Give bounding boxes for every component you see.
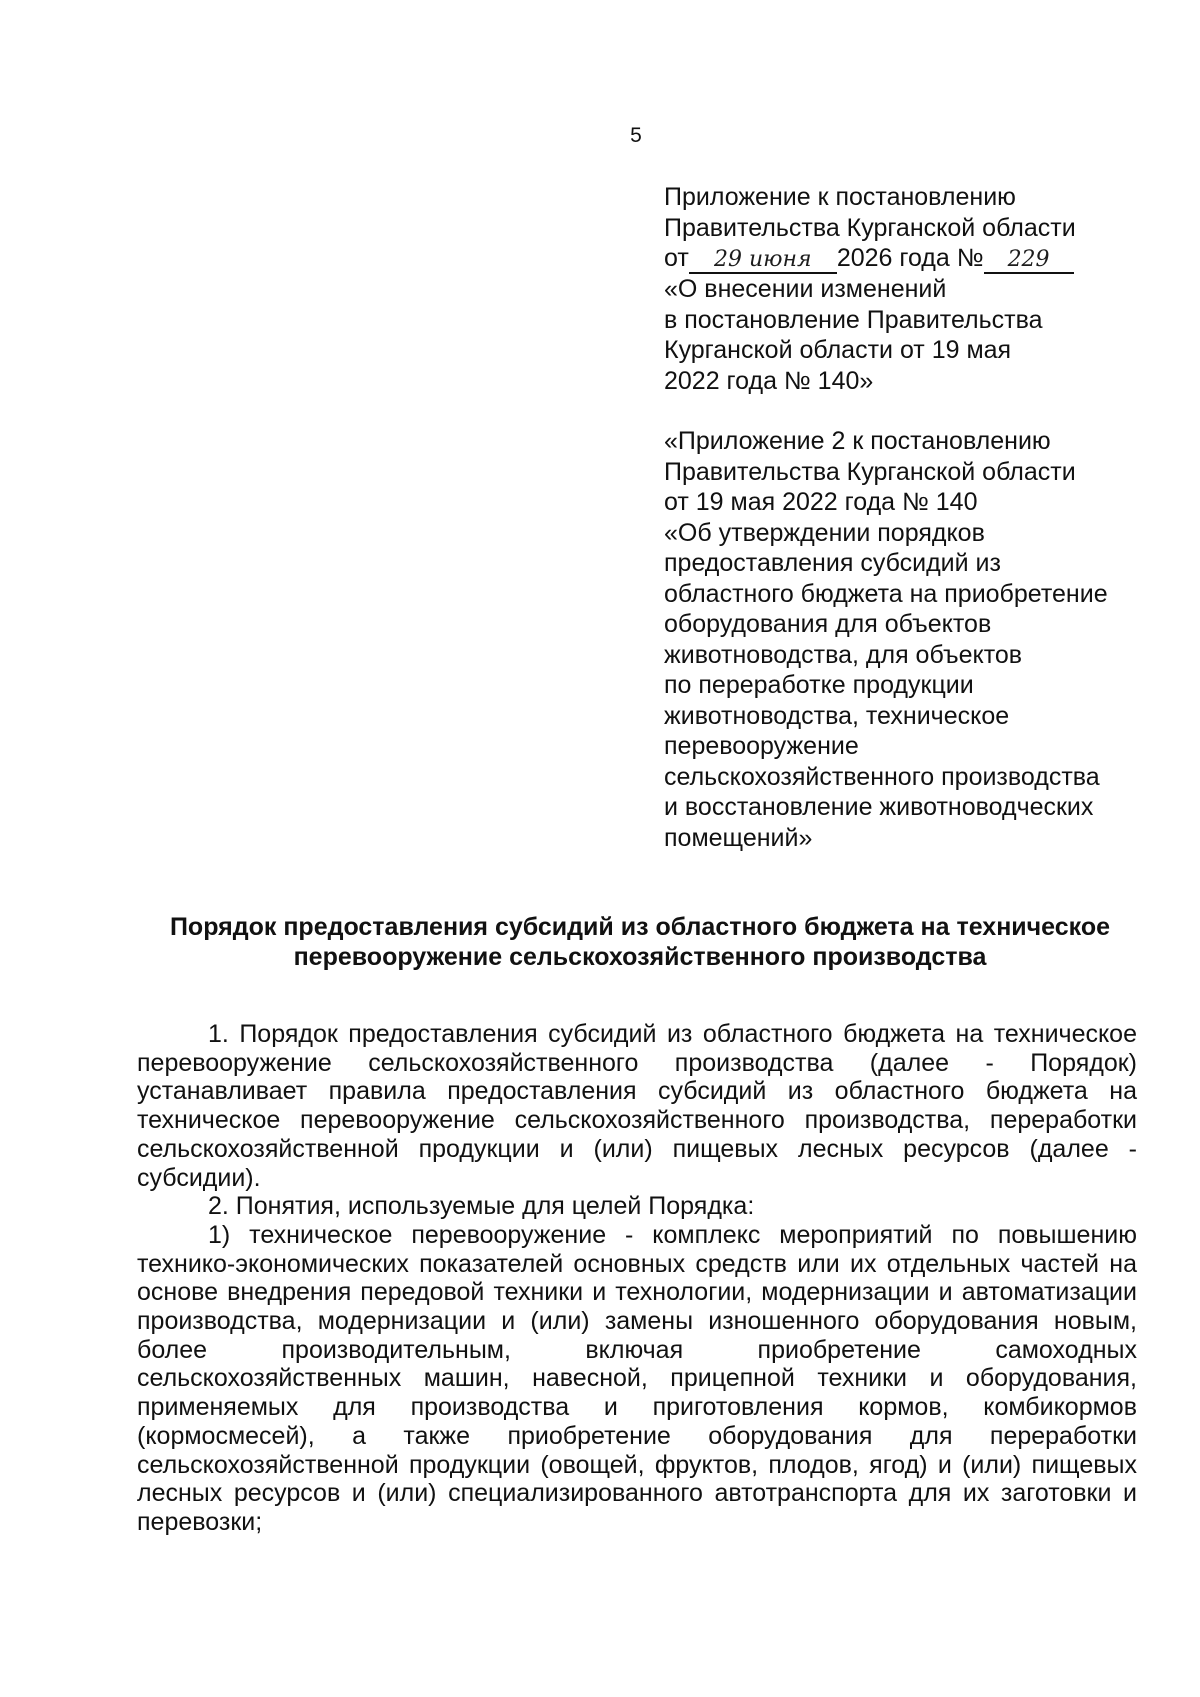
appendix-two-line: сельскохозяйственного производства [664,762,1100,791]
page-number: 5 [630,124,642,147]
appendix-two-line: «Приложение 2 к постановлению [664,427,1051,455]
appendix-date-line [664,243,1164,274]
appendix-two-header [664,426,1164,853]
appendix-two-line: по переработке продукции [664,671,974,699]
appendix-two-line: перевооружение [664,732,859,760]
document-title [120,912,1160,972]
appendix-header-line: Курганской области от 19 мая [664,336,1012,364]
date-prefix: от [664,244,689,272]
document-title-line: Порядок предоставления субсидий из областного бюджета на техническое [169,913,1111,941]
handwritten-date: 29 июня [689,248,837,274]
date-year: 2026 года № [836,244,984,272]
appendix-two-line: от 19 мая 2022 года № 140 [664,488,978,516]
appendix-header [664,182,1164,396]
appendix-header-line: «О внесении изменений [664,275,947,303]
paragraph: 1) техническое перевооружение - комплекс мероприятий по повышению технико-экономических показателей основных средств или их отдельных частей на основе внедрения передовой техники и технологии, модернизации и автоматизации производства, модернизации и (или) замены изношенного оборудования новым, более производительным, включая приобретение самоходных сельскохозяйственных машин, навесной, прицепной техники и оборудования, применяемых для производства и приготовления кормов, комбикормов (кормосмесей), а также приобретение оборудования для переработки сельскохозяйственной продукции (овощей, фруктов, плодов, ягод) и (или) пищевых лесных ресурсов и (или) специализированного автотранспорта для их заготовки и перевозки; [137,1220,1137,1536]
paragraph: 1. Порядок предоставления субсидий из областного бюджета на техническое перевооружение сельскохозяйственного производства (далее - Порядок) устанавливает правила предоставления субсидий из областного бюджета на техническое перевооружение сельскохозяйственного производства, переработки сельскохозяйственной продукции и (или) пищевых лесных ресурсов (далее - субсидии). [137,1020,1137,1192]
paragraph: 2. Понятия, используемые для целей Порядка: [208,1192,755,1221]
appendix-header-line: Правительства Курганской области [664,213,1076,242]
document-body [137,1020,1137,1537]
handwritten-number: 229 [984,248,1074,274]
appendix-two-line: и восстановление животноводческих [664,793,1094,821]
appendix-two-line: Правительства Курганской области [664,457,1076,486]
appendix-header-line: Приложение к постановлению [664,183,1016,211]
appendix-header-line: в постановление Правительства [664,305,1043,334]
appendix-header-line: 2022 года № 140» [664,366,874,395]
appendix-two-line: животноводства, для объектов [664,640,1023,669]
appendix-two-line: животноводства, техническое [664,701,1010,730]
document-title-line: перевооружение сельскохозяйственного производства [293,943,987,971]
appendix-two-line: «Об утверждении порядков [664,518,985,547]
appendix-two-line: областного бюджета на приобретение [664,579,1108,608]
appendix-two-line: предоставления субсидий из [664,549,1001,577]
appendix-two-line: помещений» [664,823,813,852]
appendix-two-line: оборудования для объектов [664,610,992,638]
